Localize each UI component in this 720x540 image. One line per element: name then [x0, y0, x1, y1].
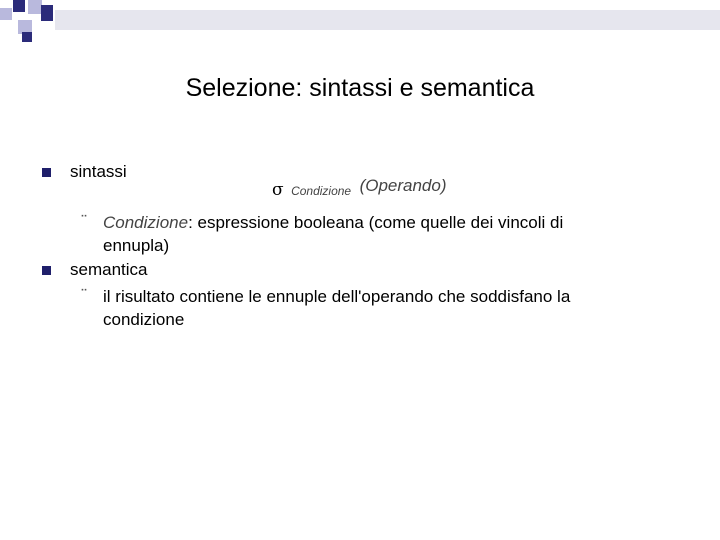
- deco-square-dark-2: [41, 5, 53, 21]
- hollow-square-icon: ¨: [80, 286, 88, 305]
- subitem-risultato: il risultato contiene le ennuple dell'operando che soddisfano la: [103, 287, 571, 306]
- bullet-square-icon: [42, 168, 51, 177]
- deco-square-dark-1: [13, 0, 25, 12]
- bullet-semantica: semantica: [70, 260, 148, 279]
- header-stripe: [55, 10, 720, 30]
- selection-formula: [272, 176, 447, 200]
- bullet-sintassi: sintassi: [70, 162, 127, 181]
- deco-square-light-1: [0, 8, 12, 20]
- bullet-square-icon: [42, 266, 51, 275]
- formula-subscript: Condizione: [291, 184, 352, 198]
- condizione-text: : espressione booleana (come quelle dei vincoli di: [188, 213, 564, 232]
- formula-operand: (Operando): [359, 176, 447, 195]
- hollow-square-icon: ¨: [80, 212, 88, 231]
- sigma-symbol: σ: [272, 180, 284, 200]
- deco-square-light-3: [18, 20, 32, 34]
- condizione-emphasis: Condizione: [103, 213, 189, 232]
- subitem-condizione-line2: ennupla): [103, 236, 170, 255]
- header-decoration: [0, 0, 720, 60]
- deco-square-light-2: [28, 0, 42, 14]
- slide-title: Selezione: sintassi e semantica: [185, 74, 535, 102]
- subitem-risultato-line2: condizione: [103, 310, 185, 329]
- deco-square-dark-3: [22, 32, 32, 42]
- subitem-condizione: [103, 212, 563, 234]
